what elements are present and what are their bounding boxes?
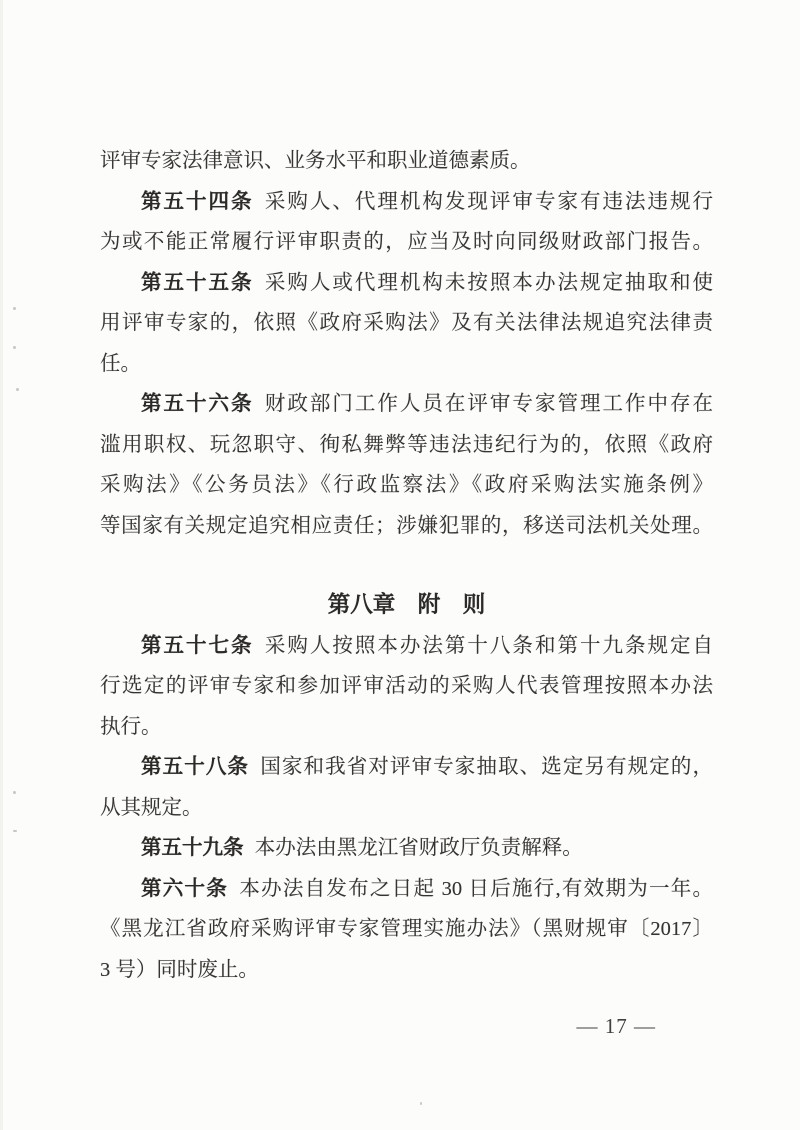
article-number: 第五十六条 (141, 393, 254, 415)
text-line: 第五十九条 本办法由黑龙江省财政厅负责解释。 (141, 837, 583, 859)
text-line: 第五十五条 采购人或代理机构未按照本办法规定抽取和使 (141, 271, 714, 294)
text-line: 采购法》《公务员法》《行政监察法》《政府采购法实施条例》 (100, 474, 713, 496)
article-paragraph (100, 182, 713, 263)
article-number: 第六十条 (141, 877, 229, 900)
text-line: 第五十六条 财政部门工作人员在评审专家管理工作中存在 (141, 393, 714, 415)
article-paragraph (100, 747, 713, 828)
text-line: 任。 (100, 352, 141, 375)
continuation-paragraph (100, 141, 713, 182)
text-line: 评审专家法律意识、业务水平和职业道德素质。 (100, 150, 531, 172)
scan-speck (13, 791, 16, 794)
scan-edge-artifact (0, 0, 3, 1130)
text-line: 第五十七条 采购人按照本办法第十八条和第十九条规定自 (141, 634, 714, 657)
article-paragraph (100, 263, 713, 385)
article-paragraph (100, 384, 713, 546)
article-number: 第五十七条 (141, 634, 254, 657)
text-line: 用评审专家的，依照《政府采购法》及有关法律法规追究法律责 (100, 312, 713, 334)
article-number: 第五十九条 (141, 837, 244, 859)
scan-speck (16, 388, 19, 391)
text-line: 为或不能正常履行评审职责的，应当及时向同级财政部门报告。 (100, 231, 713, 253)
text-line: 行选定的评审专家和参加评审活动的采购人代表管理按照本办法 (100, 675, 713, 697)
text-line: 《黑龙江省政府采购评审专家管理实施办法》（黑财规审〔2017〕 (100, 918, 713, 940)
article-paragraph (100, 626, 713, 748)
scan-speck (420, 1102, 422, 1105)
text-line: 执行。 (100, 715, 162, 738)
text-line: 滥用职权、玩忽职守、徇私舞弊等违法违纪行为的，依照《政府 (100, 433, 713, 456)
chapter-heading: 第八章 附 则 (327, 592, 486, 617)
page-footer (577, 1006, 657, 1046)
scan-speck (13, 346, 16, 349)
text-line: 3 号）同时废止。 (100, 958, 259, 981)
article-paragraph (100, 828, 713, 869)
text-line: 等国家有关规定追究相应责任；涉嫌犯罪的，移送司法机关处理。 (100, 514, 713, 537)
text-line: 从其规定。 (100, 796, 203, 819)
document-body (100, 141, 713, 990)
scan-speck (13, 830, 17, 832)
scan-speck (13, 307, 16, 310)
article-number: 第五十八条 (141, 756, 250, 778)
article-number: 第五十五条 (141, 271, 254, 294)
text-line: 第五十四条 采购人、代理机构发现评审专家有违法违规行 (141, 190, 714, 213)
text-line: 第六十条 本办法自发布之日起 30 日后施行,有效期为一年。 (141, 877, 714, 900)
article-number: 第五十四条 (141, 190, 254, 213)
page-number: — 17 — (576, 1014, 656, 1038)
text-line: 第五十八条 国家和我省对评审专家抽取、选定另有规定的， (141, 756, 713, 778)
article-paragraph (100, 869, 713, 991)
